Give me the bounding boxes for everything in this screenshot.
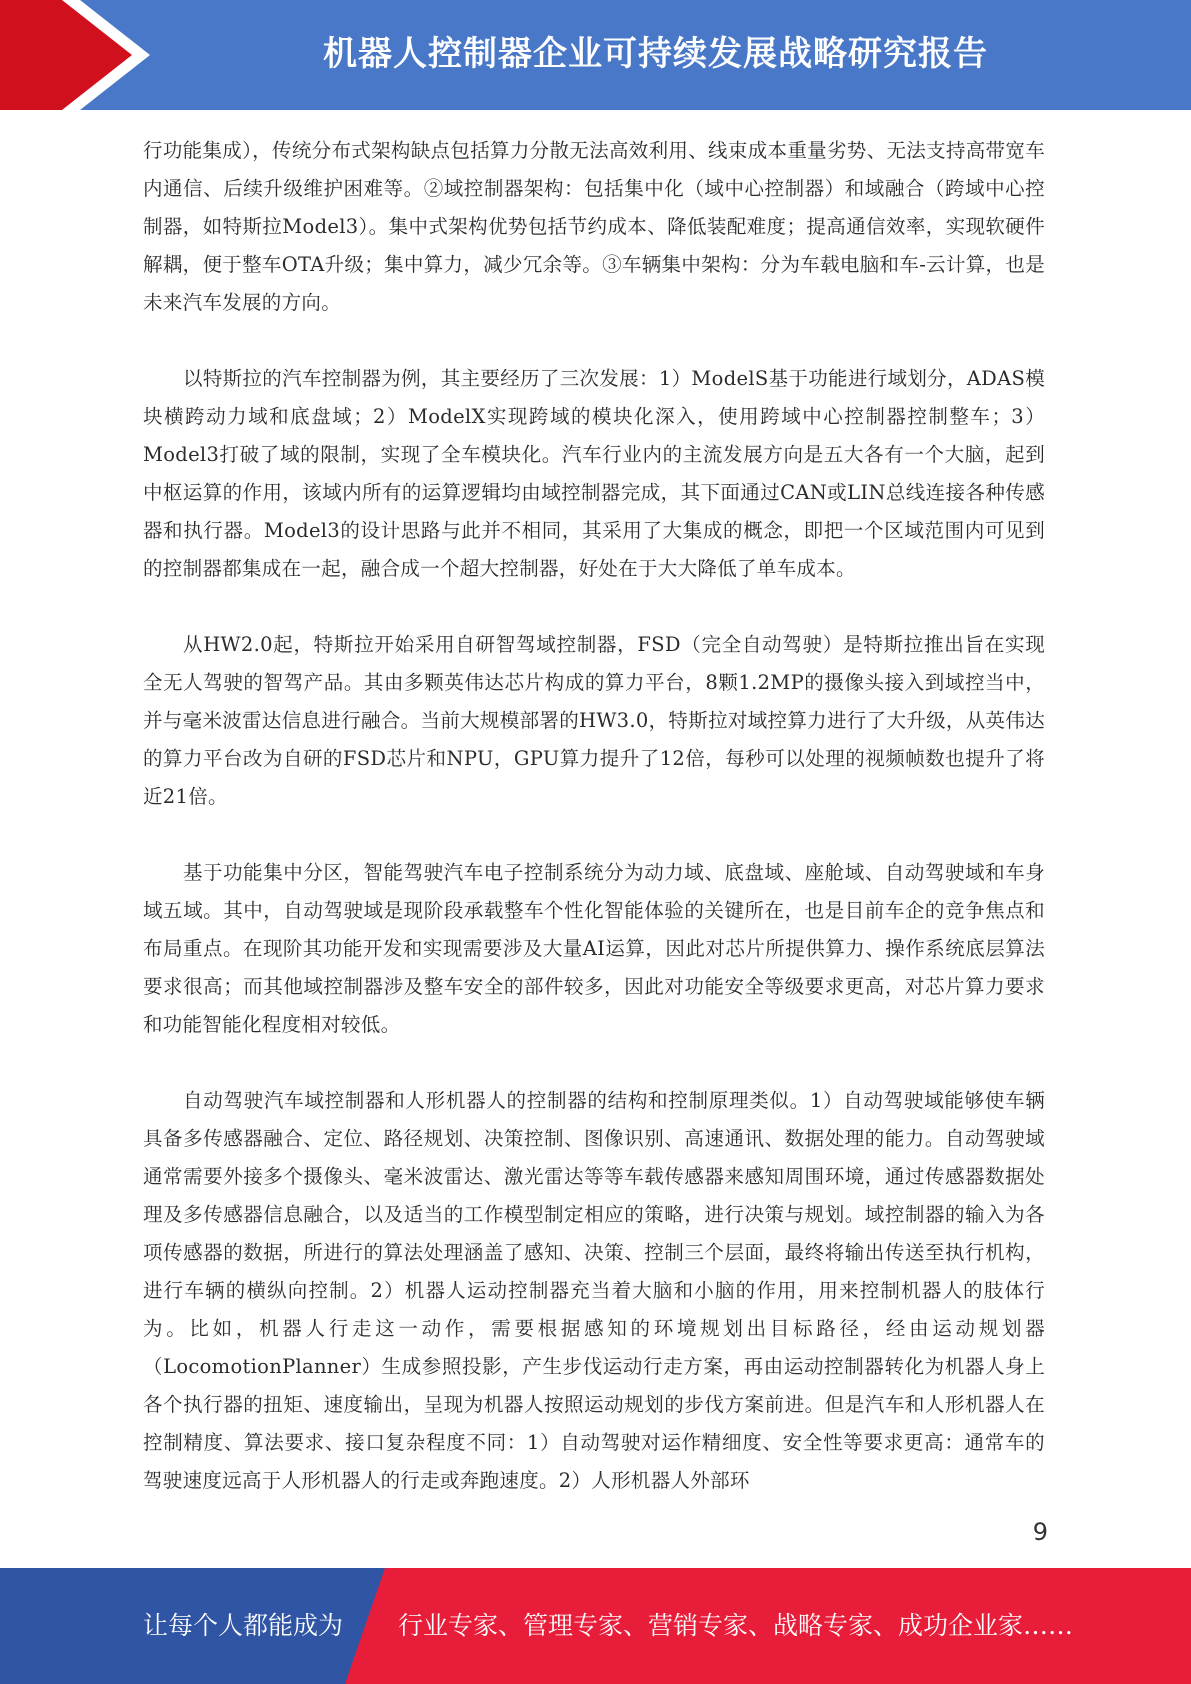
paragraph-tesla-evolution: 以特斯拉的汽车控制器为例，其主要经历了三次发展：1）ModelS基于功能进行域划分，ADAS模块横跨动力域和底盘域；2）ModelX实现跨域的模块化深入，使用跨域中心控制器控制整车；3）Model3打破了域的限制，实现了全车模块化。汽车行业内的主流发展方向是五大各有一个大脑，起到中枢运算的作用，该域内所有的运算逻辑均由域控制器完成，其下面通过CAN或LIN总线连接各种传感器和执行器。Model3的设计思路与此并不相同，其采用了大集成的概念，即把一个区域范围内可见到的控制器都集成在一起，融合成一个超大控制器，好处在于大大降低了单车成本。 xyxy=(143,367,1045,580)
footer-slogan-right: 行业专家、管理专家、营销专家、战略专家、成功企业家…… xyxy=(398,1611,1074,1640)
paragraph-hw-fsd: 从HW2.0起，特斯拉开始采用自研智驾域控制器，FSD（完全自动驾驶）是特斯拉推出旨在实现全无人驾驶的智驾产品。其由多颗英伟达芯片构成的算力平台，8颗1.2MP的摄像头接入到域控当中，并与毫米波雷达信息进行融合。当前大规模部署的HW3.0，特斯拉对域控算力进行了大升级，从英伟达的算力平台改为自研的FSD芯片和NPU，GPU算力提升了12倍，每秒可以处理的视频帧数也提升了将近21倍。 xyxy=(143,633,1045,808)
footer-slogan-left: 让每个人都能成为 xyxy=(143,1611,344,1640)
paragraph-architecture: 行功能集成），传统分布式架构缺点包括算力分散无法高效利用、线束成本重量劣势、无法支持高带宽车内通信、后续升级维护困难等。②域控制器架构：包括集中化（域中心控制器）和域融合（跨域中心控制器，如特斯拉Model3）。集中式架构优势包括节约成本、降低装配难度；提高通信效率，实现软硬件解耦，便于整车OTA升级；集中算力，减少冗余等。③车辆集中架构：分为车载电脑和车-云计算，也是未来汽车发展的方向。 xyxy=(143,139,1045,314)
page-header xyxy=(0,0,1191,110)
page-footer xyxy=(0,1568,1191,1684)
page-number: 9 xyxy=(1032,1518,1048,1546)
paragraph-five-domains: 基于功能集中分区，智能驾驶汽车电子控制系统分为动力域、底盘域、座舱域、自动驾驶域和车身域五域。其中，自动驾驶域是现阶段承载整车个性化智能体验的关键所在，也是目前车企的竞争焦点和布局重点。在现阶其功能开发和实现需要涉及大量AI运算，因此对芯片所提供算力、操作系统底层算法要求很高；而其他域控制器涉及整车安全的部件较多，因此对功能安全等级要求更高，对芯片算力要求和功能智能化程度相对较低。 xyxy=(143,861,1045,1036)
header-title: 机器人控制器企业可持续发展战略研究报告 xyxy=(323,34,988,74)
report-body xyxy=(143,132,1045,1538)
paragraph-domain-vs-robot: 自动驾驶汽车域控制器和人形机器人的控制器的结构和控制原理类似。1）自动驾驶域能够使车辆具备多传感器融合、定位、路径规划、决策控制、图像识别、高速通讯、数据处理的能力。自动驾驶域通常需要外接多个摄像头、毫米波雷达、激光雷达等等车载传感器来感知周围环境，通过传感器数据处理及多传感器信息融合，以及适当的工作模型制定相应的策略，进行决策与规划。域控制器的输入为各项传感器的数据，所进行的算法处理涵盖了感知、决策、控制三个层面，最终将输出传送至执行机构，进行车辆的横纵向控制。2）机器人运动控制器充当着大脑和小脑的作用，用来控制机器人的肢体行为。比如，机器人行走这一动作，需要根据感知的环境规划出目标路径，经由运动规划器（LocomotionPlanner）生成参照投影，产生步伐运动行走方案，再由运动控制器转化为机器人身上各个执行器的扭矩、速度输出，呈现为机器人按照运动规划的步伐方案前进。但是汽车和人形机器人在控制精度、算法要求、接口复杂程度不同：1）自动驾驶对运作精细度、安全性等要求更高：通常车的驾驶速度远高于人形机器人的行走或奔跑速度。2）人形机器人外部环 xyxy=(143,1089,1045,1492)
